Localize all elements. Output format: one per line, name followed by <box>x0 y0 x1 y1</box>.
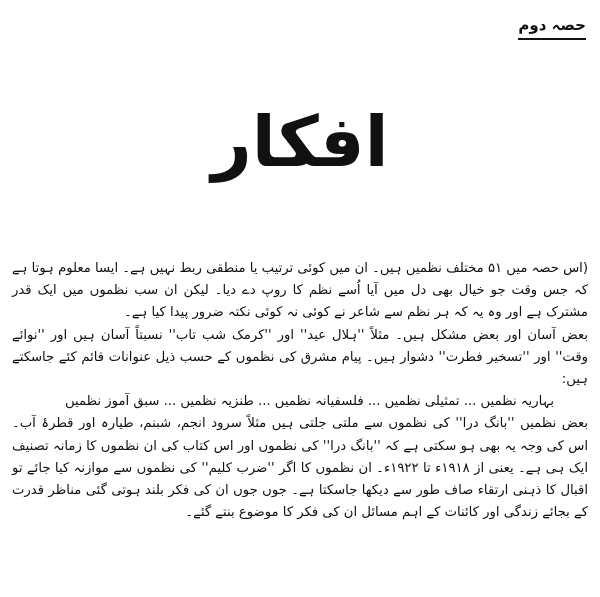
section-label: حصہ دوم <box>518 16 586 40</box>
body-text <box>12 258 588 524</box>
paragraph-intro: (اس حصہ میں ۵۱ مختلف نظمیں ہیں۔ ان میں کوئی ترتیب یا منطقی ربط نہیں ہے۔ ایسا معلوم ہوتا ہے کہ جس وقت جو خیال بھی دل میں آیا اُسے نظم کا روپ دے دیا۔ لیکن ان سب نظموں میں ایک قدر مشترک ہے اور وہ یہ کہ ہر نظم سے شاعر نے کوئی نہ کوئی نکتہ ضرور پیدا کیا ہے۔ <box>12 261 588 321</box>
chapter-title: افکار <box>211 101 389 183</box>
paragraph-categories: بہاریہ نظمیں ... تمثیلی نظمیں ... فلسفیانہ نظمیں ... طنزیہ نظمیں ... سبق آموز نظمیں <box>64 394 554 410</box>
paragraph-difficulty: بعض آسان اور بعض مشکل ہیں۔ مثلاً ''ہلال عید'' اور ''کرمک شب تاب'' نسبتاً آسان ہیں اور ''نوائے وقت'' اور ''تسخیر فطرت'' دشوار ہیں۔ پیام مشرق کی نظموں کے حسب ذیل عنوانات قائم کئے جاسکتے ہیں: <box>12 327 588 388</box>
paragraph-comparison: بعض نظمیں ''بانگ درا'' کی نظموں سے ملتی جلتی ہیں مثلاً سرود انجم، شبنم، طیارہ اور قطرۂ آب۔ اس کی وجہ یہ بھی ہو سکتی ہے کہ ''بانگ درا'' کی نظموں اور اس کتاب کی ان نظموں کا زمانہ تصنیف ایک ہی ہے۔ یعنی از ۱۹۱۸ء تا ۱۹۲۲ء۔ ان نظموں کا اگر ''ضرب کلیم'' کی نظموں سے موازنہ کیا جائے تو اقبال کا ذہنی ارتقاء صاف طور سے دیکھا جاسکتا ہے۔ جوں جوں ان کی فکر بلند ہوتی گئی مناظر قدرت کے بجائے زندگی اور کائنات کے اہم مسائل ان کی فکر کا موضوع بنتے گئے۔ <box>12 416 588 521</box>
